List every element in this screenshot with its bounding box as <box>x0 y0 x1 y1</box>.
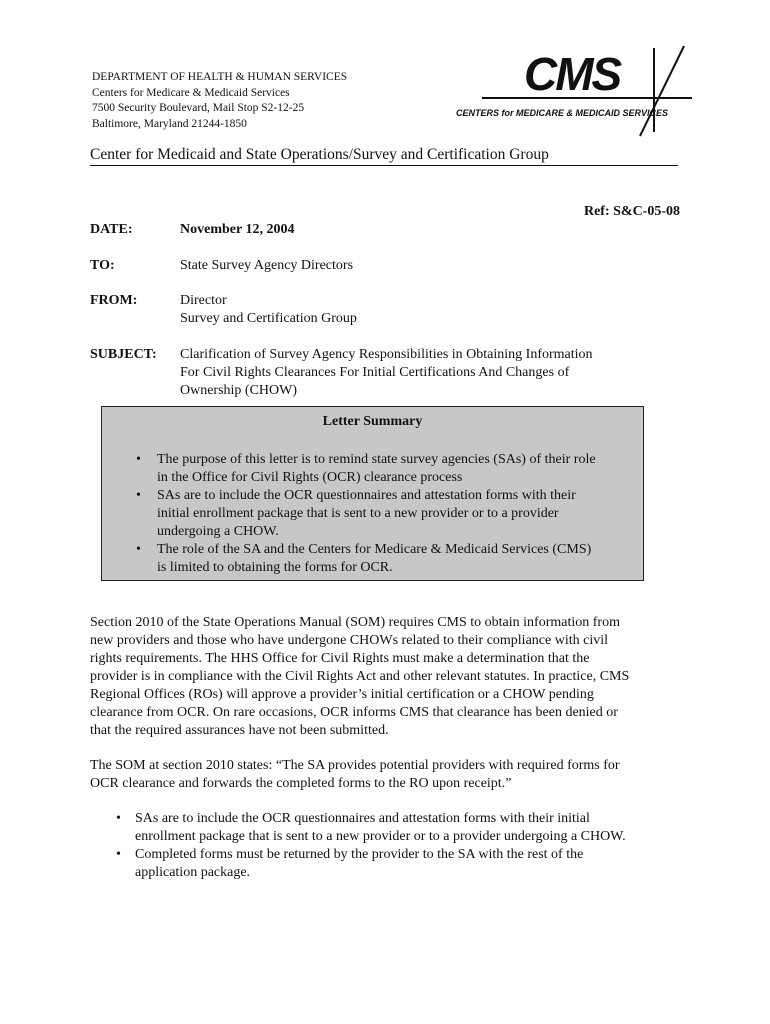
from-label: FROM: <box>90 293 138 308</box>
from-value-line1: Director <box>180 293 227 308</box>
subject-line3: Ownership (CHOW) <box>180 383 298 398</box>
summary-item-text: undergoing a CHOW. <box>157 524 279 539</box>
bullet-icon: • <box>116 811 121 826</box>
cms-logo-subtext: CENTERS for MEDICARE & MEDICAID SERVICES <box>456 108 669 118</box>
bullet-text: SAs are to include the OCR questionnaires and attestation forms with their initial <box>135 811 590 826</box>
date-label: DATE: <box>90 222 133 237</box>
body-bullet-list <box>90 810 626 882</box>
subject-line2: For Civil Rights Clearances For Initial Certifications And Changes of <box>180 365 570 380</box>
summary-item <box>102 541 637 577</box>
dept-line: DEPARTMENT OF HEALTH & HUMAN SERVICES <box>92 71 348 83</box>
bullet-icon: • <box>136 542 141 557</box>
summary-item-text: in the Office for Civil Rights (OCR) clearance process <box>157 470 463 485</box>
paragraph-line: clearance from OCR. On rare occasions, OCR informs CMS that clearance has been denied or <box>90 705 618 720</box>
subject-label: SUBJECT: <box>90 347 157 362</box>
paragraph-line: The SOM at section 2010 states: “The SA provides potential providers with required forms for <box>90 758 620 773</box>
to-value: State Survey Agency Directors <box>180 258 354 273</box>
paragraph-line: OCR clearance and forwards the completed forms to the RO upon receipt.” <box>90 776 512 791</box>
summary-list <box>102 451 637 577</box>
letter-summary-box <box>101 406 644 581</box>
body-paragraph-2 <box>90 757 620 793</box>
bullet-text: application package. <box>135 865 251 880</box>
bullet-icon: • <box>136 488 141 503</box>
agency-line: Centers for Medicare & Medicaid Services <box>92 86 290 99</box>
paragraph-line: that the required assurances have not been submitted. <box>90 723 389 738</box>
subject-line1: Clarification of Survey Agency Responsibilities in Obtaining Information <box>180 347 593 362</box>
summary-item <box>102 487 637 541</box>
city-line: Baltimore, Maryland 21244-1850 <box>92 117 247 130</box>
cms-logo <box>452 40 702 140</box>
group-title: Center for Medicaid and State Operations/Survey and Certification Group <box>90 146 678 166</box>
summary-title: Letter Summary <box>322 414 423 429</box>
paragraph-line: provider is in compliance with the Civil Rights Act and other relevant statutes. In practice, CMS <box>90 669 630 684</box>
summary-item-text: The purpose of this letter is to remind state survey agencies (SAs) of their role <box>157 452 596 467</box>
body-bullet-item <box>90 810 626 846</box>
reference-number: Ref: S&C-05-08 <box>583 204 680 219</box>
cms-logo-text: CMS <box>524 48 621 100</box>
paragraph-line: Regional Offices (ROs) will approve a provider’s initial certification or a CHOW pending <box>90 687 594 702</box>
summary-item-text: SAs are to include the OCR questionnaires and attestation forms with their <box>157 488 576 503</box>
paragraph-line: Section 2010 of the State Operations Manual (SOM) requires CMS to obtain information from <box>90 615 620 630</box>
street-line: 7500 Security Boulevard, Mail Stop S2-12-25 <box>92 102 305 114</box>
bullet-icon: • <box>136 452 141 467</box>
summary-item-text: is limited to obtaining the forms for OCR. <box>157 560 393 575</box>
bullet-text: enrollment package that is sent to a new provider or to a provider undergoing a CHOW. <box>135 829 626 844</box>
summary-item <box>102 451 637 487</box>
paragraph-line: new providers and those who have undergone CHOWs related to their compliance with civil <box>90 633 608 648</box>
from-value-line2: Survey and Certification Group <box>180 311 357 326</box>
paragraph-line: rights requirements. The HHS Office for Civil Rights must make a determination that the <box>90 651 590 666</box>
body-bullet-item <box>90 846 626 882</box>
letterhead-address <box>92 70 347 132</box>
body-paragraph-1 <box>90 614 629 740</box>
summary-item-text: The role of the SA and the Centers for Medicare & Medicaid Services (CMS) <box>157 542 592 557</box>
date-value: November 12, 2004 <box>180 222 295 237</box>
bullet-icon: • <box>116 847 121 862</box>
bullet-text: Completed forms must be returned by the provider to the SA with the rest of the <box>135 847 584 862</box>
summary-item-text: initial enrollment package that is sent to a new provider or to a provider <box>157 506 559 521</box>
to-label: TO: <box>90 258 115 273</box>
